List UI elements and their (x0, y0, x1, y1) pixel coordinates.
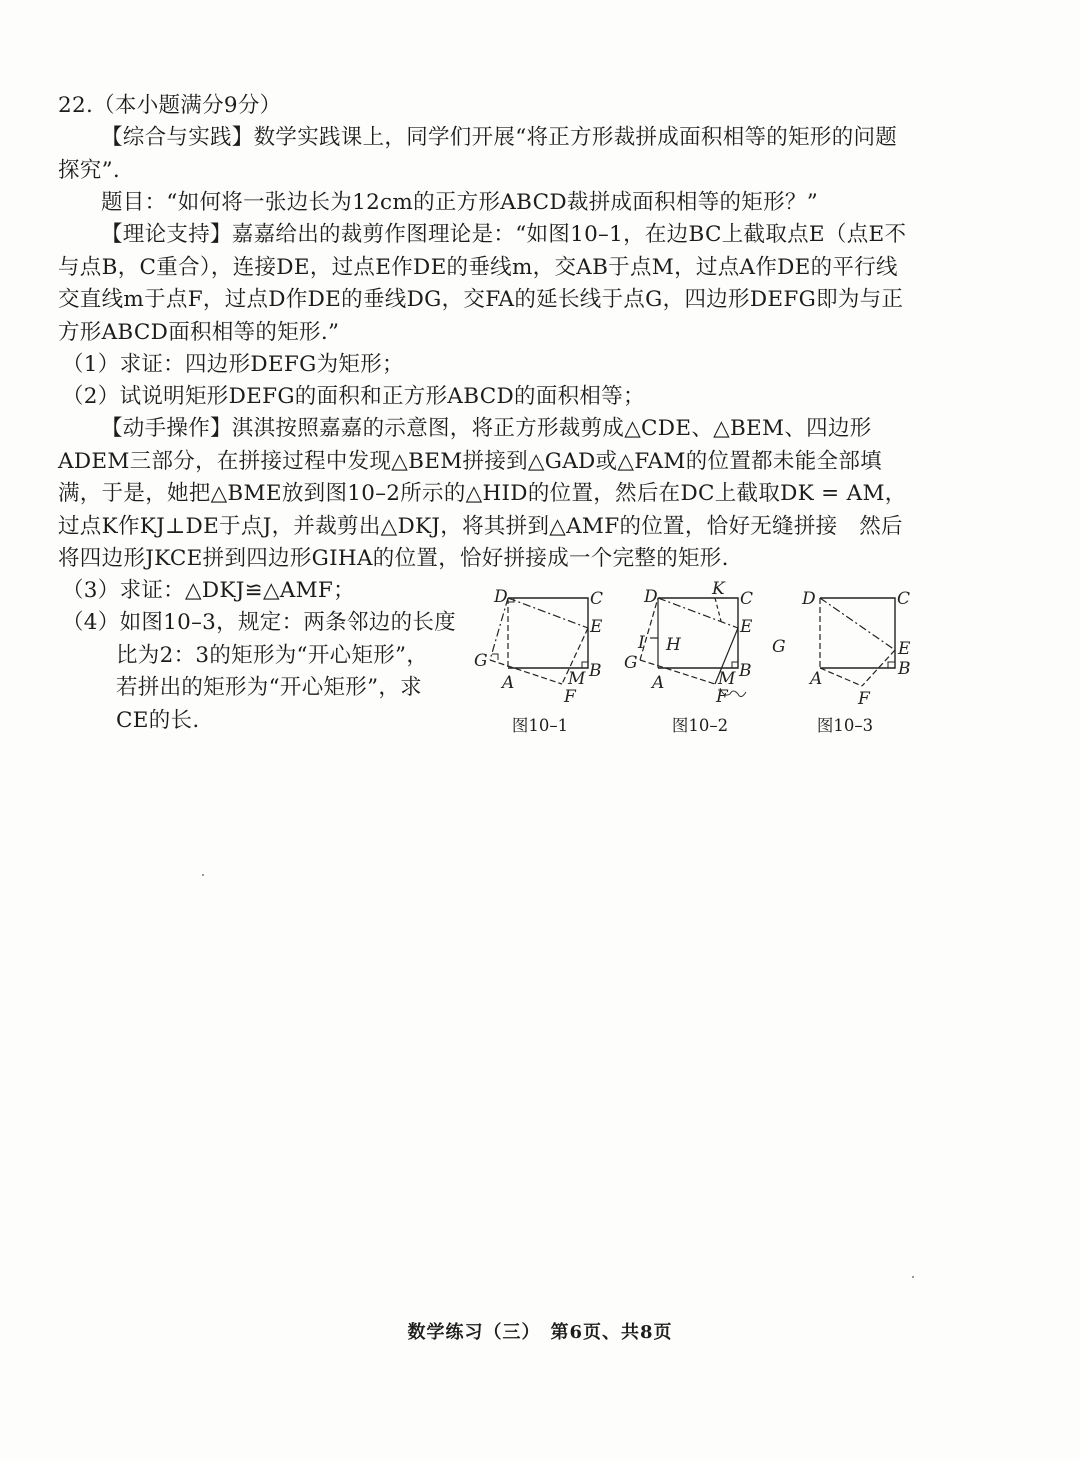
hands-on-operation: 【动手操作】淇淇按照嘉嘉的示意图，将正方形裁剪成△CDE、△BEM、四边形ADEM三部分，在拼接过程中发现△BEM拼接到△GAD或△FAM的位置都未能全部填满，于是，她把△BME放到图10–2所示的△HID的位置，然后在DC上截取DK = AM，过点K作KJ⊥DE于点J，并裁剪出△DKJ，将其拼到△AMF的位置，恰好无缝拼接 然后将四边形JKCE拼到四边形GIHA的位置，恰好拼接成一个完整的矩形. (58, 416, 907, 571)
fig2-label-h: H (666, 635, 681, 655)
question-3: （3）求证：△DKJ≌△AMF； (62, 578, 355, 603)
figure-10-3-caption: 图10–3 (816, 716, 874, 735)
problem-topic: 题目：“如何将一张边长为12cm的正方形ABCD裁拼成面积相等的矩形？” (101, 190, 818, 215)
scan-speck (912, 1276, 914, 1278)
fig2-label-m: M (718, 669, 736, 689)
fig1-label-m: M (568, 669, 586, 689)
scan-speck (202, 874, 204, 876)
fig1-label-c: C (590, 589, 604, 609)
fig1-label-f: F (564, 687, 576, 707)
figure-10-2-diagram (620, 580, 780, 710)
fig1-label-d: D (494, 587, 508, 607)
question-2: （2）试说明矩形DEFG的面积和正方形ABCD的面积相等； (62, 384, 645, 409)
fig3-label-a: A (810, 669, 823, 689)
problem-intro: 【综合与实践】数学实践课上，同学们开展“将正方形裁拼成面积相等的矩形的问题探究”. (58, 125, 898, 183)
figure-10-3-diagram (770, 580, 920, 710)
fig2-label-c: C (740, 589, 754, 609)
fig3-label-g: G (772, 637, 786, 657)
fig3-label-b: B (898, 659, 911, 679)
fig2-label-a: A (652, 673, 665, 693)
question-4 (62, 607, 472, 737)
fig2-label-i: I (638, 633, 645, 653)
figure-10-2 (620, 579, 780, 735)
fig1-label-a: A (502, 673, 515, 693)
question-1: （1）求证：四边形DEFG为矩形； (62, 352, 404, 377)
fig1-label-e: E (590, 617, 603, 637)
fig2-label-f: F (716, 687, 728, 707)
fig3-label-f: F (858, 689, 870, 709)
fig1-label-b: B (589, 661, 602, 681)
figure-10-1-diagram (470, 580, 610, 710)
figure-10-2-caption: 图10–2 (671, 716, 729, 735)
fig2-label-e: E (740, 617, 753, 637)
page-footer: 数学练习（三） 第6页、共8页 (407, 1322, 673, 1343)
fig2-label-k: K (712, 579, 725, 599)
fig1-label-g: G (474, 651, 488, 671)
fig3-label-d: D (802, 589, 816, 609)
question-4-line-2: 比为2：3的矩形为“开心矩形”， (116, 642, 429, 668)
question-4-line-1: （4）如图10–3，规定：两条邻边的长度 (62, 610, 456, 635)
problem-header: 22.（本小题满分9分） (58, 93, 282, 118)
fig3-label-c: C (897, 589, 911, 609)
fig2-label-b: B (739, 661, 752, 681)
figure-10-3 (770, 580, 920, 735)
question-4-line-3: 若拼出的矩形为“开心矩形”，求 (116, 675, 422, 700)
question-4-line-4: CE的长. (116, 707, 200, 733)
fig3-label-e: E (898, 639, 911, 659)
fig2-label-d: D (644, 587, 658, 607)
figure-10-1-caption: 图10–1 (511, 716, 569, 735)
figure-10-1 (470, 580, 610, 735)
theory-support: 【理论支持】嘉嘉给出的裁剪作图理论是：“如图10–1，在边BC上截取点E（点E不与点B，C重合），连接DE，过点E作DE的垂线m，交AB于点M，过点A作DE的平行线交直线m于点F，过点D作DE的垂线DG，交FA的延长线于点G，四边形DEFG即为与正方形ABCD面积相等的矩形.” (58, 222, 907, 345)
fig2-label-g: G (624, 653, 638, 673)
